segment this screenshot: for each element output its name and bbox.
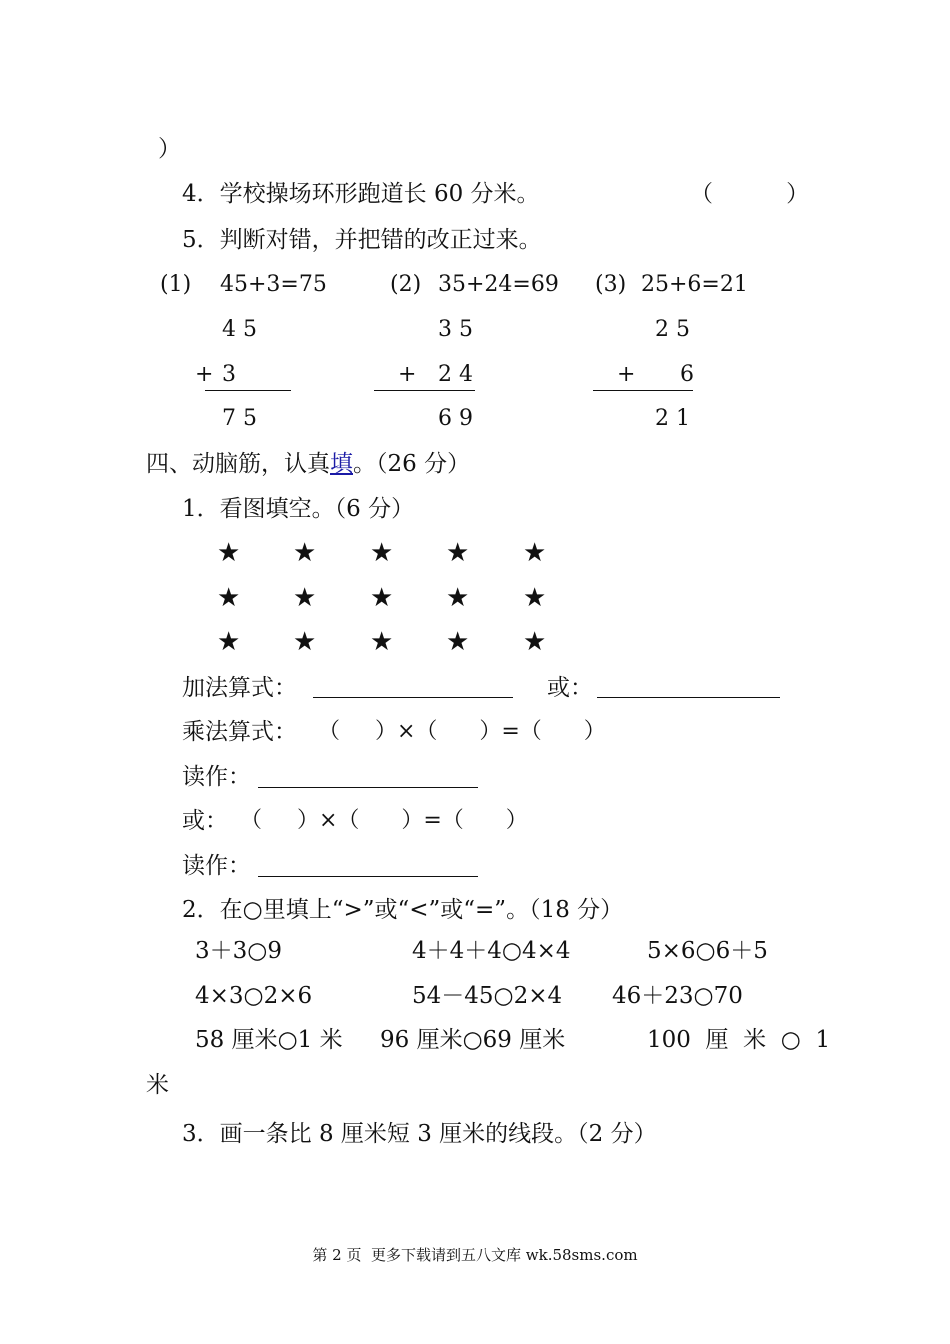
star-icon: ★ — [523, 627, 547, 657]
multiplication-label: 乘法算式： — [182, 719, 297, 745]
compare-item[interactable]: 58 厘米○1 米 — [195, 1027, 343, 1053]
problem-2-operator: + — [398, 362, 417, 387]
problem-2-result: 6 9 — [438, 406, 473, 431]
problem-2-label: (2) — [390, 272, 422, 297]
problem-1-equation: 45+3=75 — [220, 272, 327, 297]
question-4-answer-blank[interactable]: （ ） — [690, 181, 810, 207]
question-4: 4．学校操场环形跑道长 60 分米。 — [182, 181, 540, 207]
multiplication-expression[interactable]: （ ）×（ ）=（ ） — [318, 719, 606, 744]
compare-item[interactable]: 3＋3○9 — [195, 938, 282, 964]
question-3-title: 3．画一条比 8 厘米短 3 厘米的线段。（2 分） — [182, 1121, 657, 1147]
star-icon: ★ — [217, 627, 241, 657]
compare-item[interactable]: 46＋23○70 — [612, 983, 743, 1009]
problem-3-equation: 25+6=21 — [641, 272, 748, 297]
problem-1-operator: + — [195, 362, 214, 387]
problem-2-equation: 35+24=69 — [438, 272, 559, 297]
page-footer: 第 2 页 更多下载请到五八文库 wk.58sms.com — [312, 1246, 638, 1264]
section-4-heading-suffix: 。（26 分） — [353, 451, 471, 477]
star-icon: ★ — [293, 583, 317, 613]
problem-3-operator: + — [617, 362, 636, 387]
read-as-label: 读作： — [182, 764, 251, 790]
compare-item[interactable]: 4＋4＋4○4×4 — [412, 938, 571, 964]
read-as-label-2: 读作： — [182, 853, 251, 879]
star-icon: ★ — [217, 538, 241, 568]
problem-3-bottom-operand: 6 — [680, 362, 694, 387]
compare-item[interactable]: 5×6○6＋5 — [647, 938, 768, 964]
problem-3-result: 2 1 — [655, 406, 690, 431]
compare-item-wrap: 米 — [146, 1072, 169, 1098]
star-icon: ★ — [370, 583, 394, 613]
star-icon: ★ — [217, 583, 241, 613]
read-as-answer-line[interactable] — [258, 787, 478, 788]
question-5: 5．判断对错，并把错的改正过来。 — [182, 227, 542, 253]
star-icon: ★ — [293, 627, 317, 657]
or-expression[interactable]: （ ）×（ ）=（ ） — [240, 808, 528, 833]
compare-item[interactable]: 54－45○2×4 — [412, 983, 563, 1009]
problem-2-bottom-operand: 2 4 — [438, 362, 473, 387]
star-icon: ★ — [370, 627, 394, 657]
continued-paren: ） — [158, 136, 181, 162]
addition-answer-line[interactable] — [313, 697, 513, 698]
problem-2-top-operand: 3 5 — [438, 317, 473, 342]
addition-alt-answer-line[interactable] — [597, 697, 780, 698]
problem-1-label: (1) — [160, 272, 192, 297]
problem-1-result: 7 5 — [222, 406, 257, 431]
question-1-title: 1．看图填空。（6 分） — [182, 496, 415, 522]
star-icon: ★ — [523, 583, 547, 613]
star-icon: ★ — [370, 538, 394, 568]
problem-3-sum-line — [593, 390, 693, 391]
star-icon: ★ — [523, 538, 547, 568]
problem-2-sum-line — [374, 390, 475, 391]
problem-1-bottom-operand: 3 — [222, 362, 236, 387]
or-label: 或： — [182, 808, 228, 834]
problem-3-label: (3) — [595, 272, 627, 297]
compare-item[interactable]: 96 厘米○69 厘米 — [380, 1027, 566, 1053]
problem-1-sum-line — [205, 390, 291, 391]
read-as-answer-line-2[interactable] — [258, 876, 478, 877]
section-4-heading — [146, 450, 470, 478]
star-icon: ★ — [446, 538, 470, 568]
problem-3-top-operand: 2 5 — [655, 317, 690, 342]
compare-item[interactable]: 100 厘 米 ○ 1 — [647, 1027, 831, 1053]
star-icon: ★ — [446, 583, 470, 613]
compare-item[interactable]: 4×3○2×6 — [195, 983, 313, 1009]
star-icon: ★ — [446, 627, 470, 657]
problem-1-top-operand: 4 5 — [222, 317, 257, 342]
star-icon: ★ — [293, 538, 317, 568]
section-4-heading-prefix: 四、动脑筋，认真 — [146, 451, 330, 477]
fill-link[interactable]: 填 — [330, 451, 353, 477]
addition-or-label: 或： — [547, 675, 593, 701]
addition-label: 加法算式： — [182, 675, 297, 701]
question-2-title: 2．在○里填上“>”或“<”或“=”。（18 分） — [182, 897, 624, 923]
